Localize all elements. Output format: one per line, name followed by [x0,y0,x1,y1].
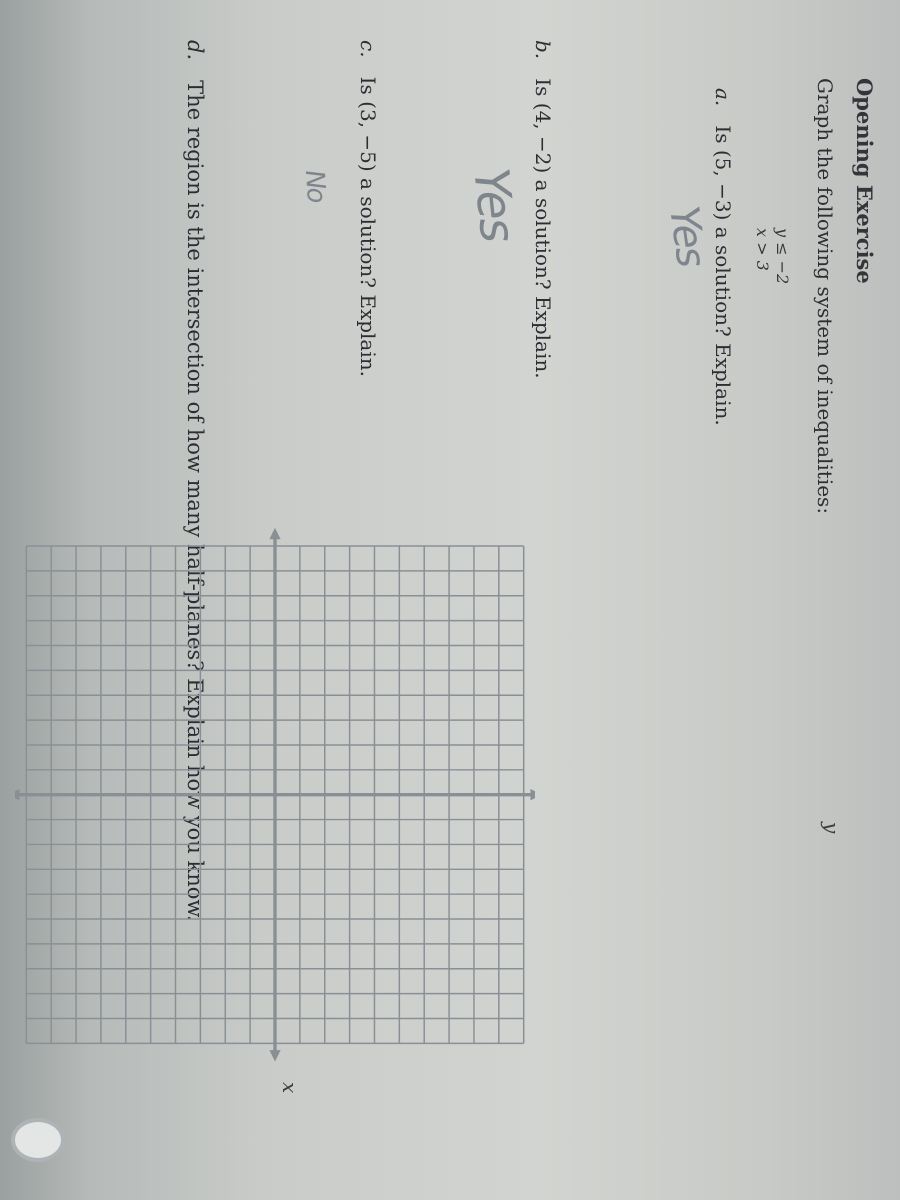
x-axis-arrow-right [269,1050,280,1061]
handwritten-answer-b: Yes [462,165,526,244]
question-b [531,40,555,379]
question-d-letter: d. [183,40,207,61]
exercise-prompt: Graph the following system of inequalities: [813,78,837,515]
question-b-text: Is (4, −2) a solution? Explain. [531,78,555,379]
y-axis-arrow-bottom [15,789,20,800]
question-c-letter: c. [356,40,380,58]
question-b-letter: b. [531,40,555,60]
exercise-title: Opening Exercise [852,78,877,284]
question-a-letter: a. [711,88,735,107]
handwritten-answer-c: No [298,168,332,203]
coordinate-grid [15,512,535,1100]
question-a-text: Is (5, −3) a solution? Explain. [711,125,735,426]
y-axis-label: y [820,822,844,834]
question-c [356,40,380,377]
question-c-text: Is (3, −5) a solution? Explain. [356,76,380,377]
handwritten-answer-a: Yes [660,203,714,269]
y-axis-arrow-top [530,789,535,800]
inequality-2: x > 3 [753,228,772,271]
question-a [711,88,735,426]
x-axis-label: x [278,1082,302,1094]
inequality-1: y ≤ −2 [773,228,792,285]
x-axis-arrow-left [269,528,280,539]
question-d-text: The region is the intersection of how many half-planes? Explain how you know. [183,80,207,922]
binder-ring-hole [11,1118,65,1162]
